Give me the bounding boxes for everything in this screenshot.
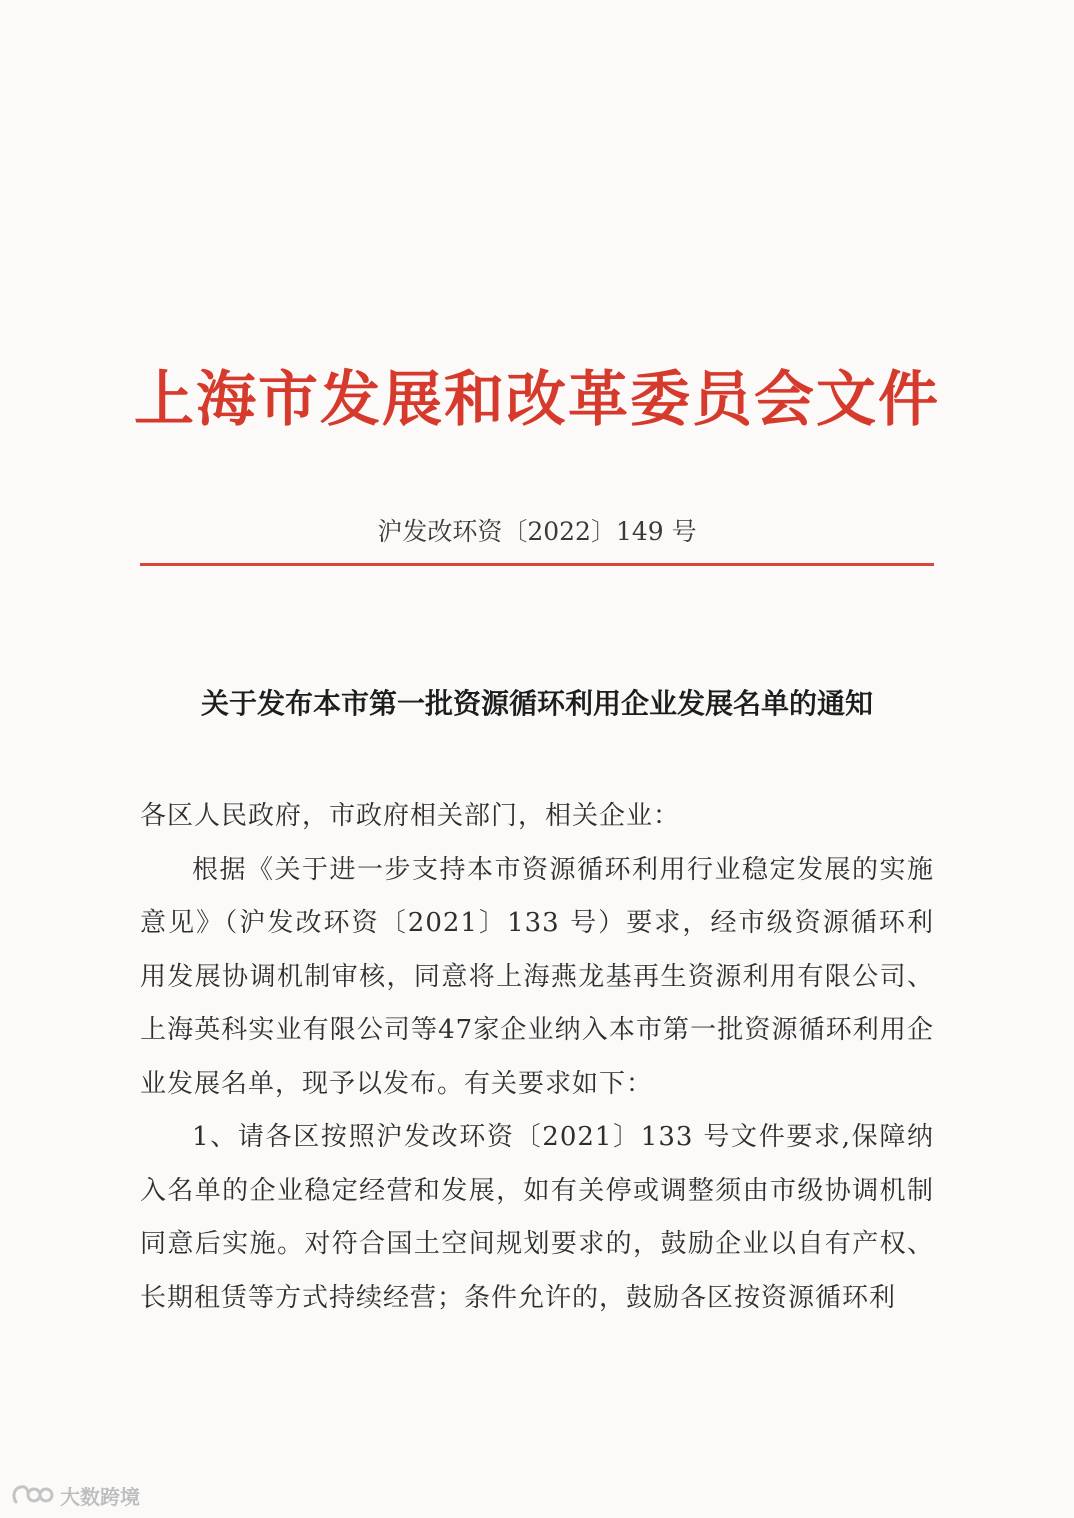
- brand-logo-icon: [10, 1482, 54, 1508]
- watermark-text: 大数跨境: [60, 1484, 140, 1509]
- body-paragraph: 1、请各区按照沪发改环资〔2021〕133 号文件要求,保障纳入名单的企业稳定经营和发展，如有关停或调整须由市级协调机制同意后实施。对符合国土空间规划要求的，鼓励企业以自有产权、长期租赁等方式持续经营；条件允许的，鼓励各区按资源循环利: [140, 1122, 934, 1313]
- salutation: 各区人民政府，市政府相关部门，相关企业：: [140, 801, 681, 831]
- red-divider-line: [140, 563, 934, 566]
- body-paragraph: 根据《关于进一步支持本市资源循环利用行业稳定发展的实施意见》（沪发改环资〔2021〕133 号）要求，经市级资源循环利用发展协调机制审核，同意将上海燕龙基再生资源利用有限公司、上海英科实业有限公司等47家企业纳入本市第一批资源循环利用企业发展名单，现予以发布。有关要求如下：: [140, 854, 934, 1099]
- notice-body: [140, 790, 934, 1325]
- document-number: 沪发改环资〔2022〕149 号: [377, 517, 697, 546]
- agency-header-title: 上海市发展和改革委员会文件: [134, 365, 940, 435]
- watermark: [10, 1480, 140, 1510]
- notice-title: 关于发布本市第一批资源循环利用企业发展名单的通知: [200, 687, 873, 720]
